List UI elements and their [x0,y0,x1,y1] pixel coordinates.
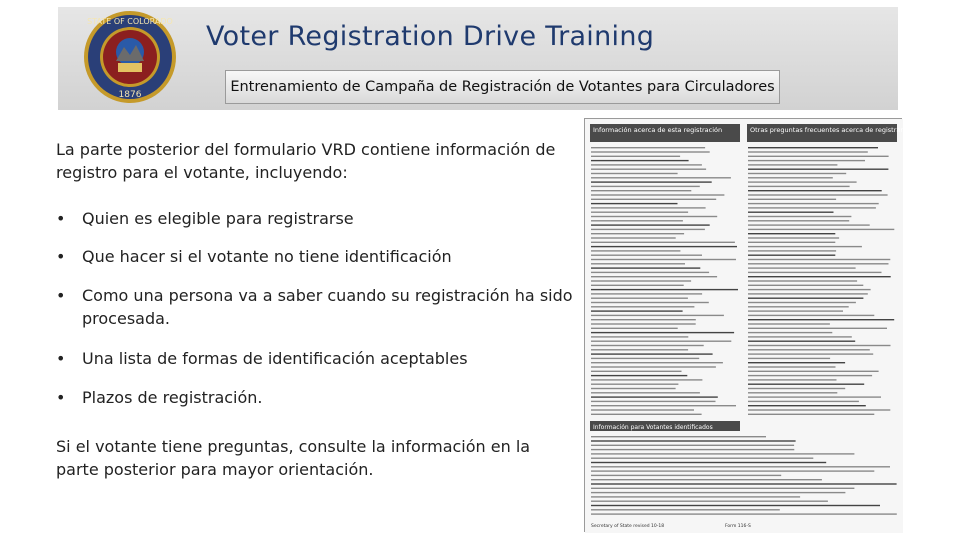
form-text-line [748,285,863,286]
form-text-line [591,445,794,446]
form-text-line [591,298,688,299]
form-text-line [591,458,813,459]
form-text-line [748,229,894,230]
list-item: • Como una persona va a saber cuando su registración ha sido procesada. [56,286,573,328]
form-footer-left: Secretary of State revised 10-18 [591,524,665,529]
form-text-line [591,306,694,307]
form-text-line [591,358,699,359]
form-text-line [591,160,689,161]
form-text-line [591,246,737,247]
form-text-line [748,306,849,307]
form-text-line [748,181,857,182]
form-text-line [591,501,828,502]
form-text-line [748,302,856,303]
form-text-line [591,151,710,152]
form-text-line [748,353,873,354]
form-right-heading: Otras preguntas frecuentes acerca de registrarse y votar [750,126,936,134]
form-text-line [591,336,688,337]
form-text-line [748,310,843,311]
form-text-line [591,483,897,484]
form-text-line [591,475,781,476]
form-text-line [748,315,874,316]
form-text-line [591,229,705,230]
page-title: Voter Registration Drive Training [206,21,655,52]
form-text-line [591,293,702,294]
form-text-line [748,263,889,264]
form-text-line [748,207,876,208]
form-text-line [591,492,845,493]
form-text-line [591,207,706,208]
form-text-line [748,401,859,402]
form-text-line [748,388,845,389]
form-text-line [591,224,710,225]
form-text-line [591,315,724,316]
form-text-line [748,224,870,225]
form-text-line [591,233,684,234]
form-text-line [748,323,830,324]
form-text-line [591,453,854,454]
form-text-line [591,216,717,217]
form-text-line [748,160,865,161]
form-text-line [591,366,716,367]
form-text-line [591,169,706,170]
form-text-line [591,177,731,178]
form-text-line [748,328,887,329]
form-footer-mid: Form 116-S [725,524,751,529]
form-text-line [748,384,864,385]
form-text-line [591,332,734,333]
form-text-line [748,220,849,221]
form-text-line [748,396,881,397]
form-text-line [748,371,879,372]
form-text-line [591,401,716,402]
form-text-line [591,328,678,329]
form-text-line [748,293,868,294]
form-text-line [748,259,890,260]
form-text-line [748,246,862,247]
form-text-line [591,375,687,376]
form-text-line [591,396,718,397]
form-text-line [591,362,723,363]
form-text-line [591,414,702,415]
form-text-line [748,358,830,359]
form-text-line [748,147,878,148]
form-bottom-heading: Información para Votantes identificados [593,424,713,431]
form-text-line [591,194,724,195]
form-text-line [591,190,691,191]
form-text-line [748,409,890,410]
form-text-line [748,156,889,157]
form-text-line [591,276,717,277]
form-text-line [591,345,704,346]
outro-text: Si el votante tiene preguntas, consulte la información en la parte posterior para mayor orientación. [56,437,531,479]
form-text-line [591,479,822,480]
form-text-line [748,345,891,346]
form-text-line [591,488,854,489]
form-text-line [591,199,716,200]
subtitle-box [225,70,780,104]
form-text-line [591,156,680,157]
form-text-line [591,250,680,251]
form-text-line [748,177,833,178]
form-text-line [748,319,894,320]
form-text-line [748,186,850,187]
form-text-line [748,392,837,393]
form-text-line [748,212,834,213]
intro-text: La parte posterior del formulario VRD contiene información de registro para el votante, incluyendo: [56,140,556,182]
form-text-line [748,199,836,200]
form-text-line [591,267,700,268]
form-text-line [591,371,682,372]
form-text-line [591,384,678,385]
form-text-line [591,341,731,342]
form-text-line [591,466,890,467]
form-text-line [748,298,863,299]
list-item: • Que hacer si el votante no tiene identificación [56,247,452,266]
form-text-line [591,353,713,354]
form-text-line [748,280,857,281]
form-text-line [591,285,684,286]
form-text-line [591,470,874,471]
form-text-line [591,409,694,410]
form-text-line [748,362,845,363]
form-text-line [591,513,897,514]
form-text-line [748,272,882,273]
form-text-line [748,169,888,170]
form-text-line [591,164,702,165]
form-text-line [748,190,882,191]
form-text-line [591,302,709,303]
bullet-list [56,205,576,409]
colorado-seal-logo [66,9,194,105]
form-text-line [748,289,871,290]
form-text-line [748,276,891,277]
form-text-line [591,289,738,290]
form-text-line [591,255,702,256]
form-text-line [748,414,874,415]
form-text-line [748,366,836,367]
form-text-line [748,203,879,204]
form-text-line [591,496,800,497]
svg-text:1876: 1876 [118,90,142,100]
form-text-line [591,203,678,204]
form-text-line [591,263,685,264]
list-item: • Una lista de formas de identificación aceptables [56,349,468,368]
form-text-line [591,259,736,260]
form-text-line [591,405,736,406]
form-text-line [748,375,872,376]
page-subtitle: Entrenamiento de Campaña de Registración de Votantes para Circuladores [230,79,775,95]
form-text-line [591,388,676,389]
form-text-line [748,237,839,238]
form-text-line [748,379,837,380]
svg-text:STATE OF COLORADO: STATE OF COLORADO [87,17,173,26]
form-text-line [591,173,678,174]
form-text-line [591,280,691,281]
form-text-line [591,186,700,187]
form-text-line [591,220,683,221]
list-item: • Plazos de registración. [56,388,263,407]
form-text-line [748,267,856,268]
form-text-line [591,440,796,441]
form-text-line [591,449,794,450]
form-text-line [748,341,855,342]
form-text-line [591,436,766,437]
form-text-line [748,405,866,406]
form-text-line [591,349,688,350]
form-text-line [591,379,702,380]
form-text-line [591,509,780,510]
form-text-line [748,250,836,251]
form-text-line [591,323,696,324]
form-text-line [748,332,832,333]
vrd-form-back-image [584,118,936,532]
form-text-line [591,319,696,320]
form-text-line [748,216,851,217]
form-text-line [748,173,846,174]
form-text-line [748,233,835,234]
form-text-line [748,349,870,350]
form-text-line [748,336,852,337]
form-text-line [748,151,868,152]
form-text-line [591,147,705,148]
form-text-line [591,181,712,182]
form-text-line [591,392,700,393]
form-left-heading: Información acerca de esta registración [593,126,723,134]
form-text-line [748,194,888,195]
form-text-line [748,242,835,243]
form-text-line [748,164,837,165]
list-item: • Quien es elegible para registrarse [56,209,354,228]
form-text-line [591,237,676,238]
form-text-line [748,255,835,256]
form-text-line [591,242,735,243]
form-text-line [591,272,709,273]
form-text-line [591,462,826,463]
form-text-line [591,310,683,311]
form-text-line [591,505,880,506]
form-text-line [591,212,688,213]
